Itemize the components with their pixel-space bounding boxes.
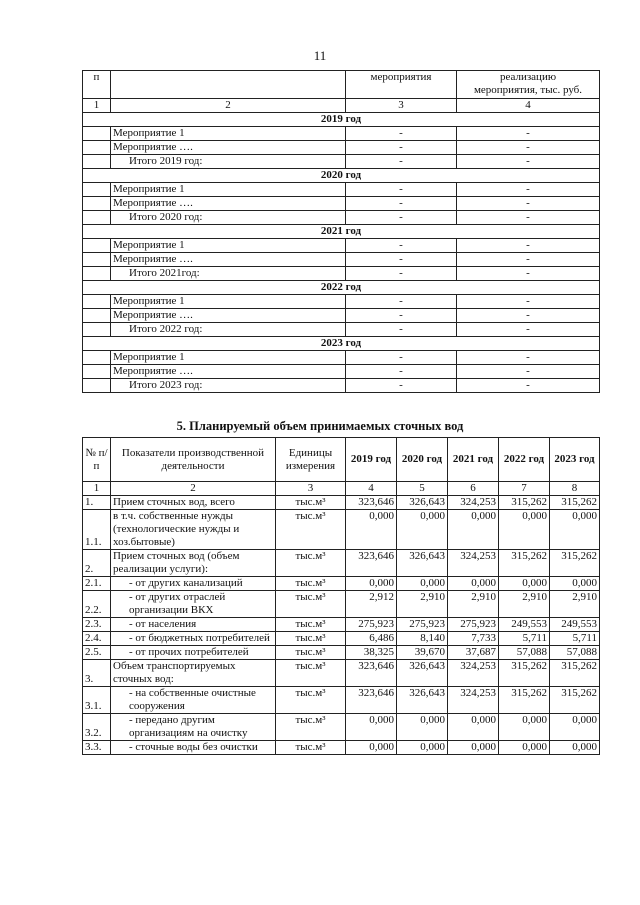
volume-row: [83, 687, 600, 714]
row-value: 326,643: [397, 660, 448, 687]
measure-row: [83, 141, 600, 155]
row-value: 0,000: [397, 741, 448, 755]
measure-value-4: -: [457, 127, 600, 141]
measure-name: Итого 2021год:: [111, 267, 346, 281]
row-value: 2,912: [346, 591, 397, 618]
numbering-cell: 7: [499, 482, 550, 496]
measure-value-3: -: [346, 267, 457, 281]
row-value: 0,000: [499, 741, 550, 755]
measure-value-3: -: [346, 379, 457, 393]
measure-row: [83, 239, 600, 253]
row-num: 2.4.: [83, 632, 111, 646]
row-value: 57,088: [550, 646, 600, 660]
measure-num: [83, 365, 111, 379]
header-col4: [457, 71, 600, 99]
row-value: 315,262: [550, 550, 600, 577]
numbering-cell: 2: [111, 99, 346, 113]
row-value: 0,000: [397, 577, 448, 591]
measure-value-4: -: [457, 323, 600, 337]
row-value: 0,000: [550, 714, 600, 741]
wastewater-volume-table: [82, 437, 600, 755]
volume-row: [83, 577, 600, 591]
measure-value-4: -: [457, 309, 600, 323]
row-value: 315,262: [550, 660, 600, 687]
row-num: 3.3.: [83, 741, 111, 755]
row-value: 326,643: [397, 496, 448, 510]
header-2023: 2023 год: [550, 438, 600, 482]
header-2022: 2022 год: [499, 438, 550, 482]
measures-header-row: [83, 71, 600, 99]
row-num: 2.1.: [83, 577, 111, 591]
measure-row: [83, 211, 600, 225]
numbering-cell: 8: [550, 482, 600, 496]
measure-value-4: -: [457, 267, 600, 281]
measure-value-4: -: [457, 211, 600, 225]
year-heading-row: [83, 113, 600, 127]
measure-name: Мероприятие 1: [111, 127, 346, 141]
year-heading-row: [83, 281, 600, 295]
measure-value-3: -: [346, 239, 457, 253]
measure-value-4: -: [457, 197, 600, 211]
measure-name: Итого 2019 год:: [111, 155, 346, 169]
measure-value-4: -: [457, 183, 600, 197]
row-value: 249,553: [550, 618, 600, 632]
measure-row: [83, 351, 600, 365]
row-value: 323,646: [346, 687, 397, 714]
row-value: 0,000: [448, 510, 499, 550]
row-unit: тыс.м³: [276, 550, 346, 577]
row-num: 3.1.: [83, 687, 111, 714]
header-col4-line2: мероприятия, тыс. руб.: [473, 84, 583, 96]
row-value: 323,646: [346, 496, 397, 510]
volume-row: [83, 632, 600, 646]
row-num: 1.1.: [83, 510, 111, 550]
row-value: 324,253: [448, 550, 499, 577]
row-indicator: Прием сточных вод (объем реализации услуги):: [111, 550, 276, 577]
row-value: 315,262: [499, 496, 550, 510]
measure-value-4: -: [457, 239, 600, 253]
row-value: 2,910: [448, 591, 499, 618]
row-num: 2.2.: [83, 591, 111, 618]
row-indicator: в т.ч. собственные нужды (технологические нужды и хоз.бытовые): [111, 510, 276, 550]
volume-row: [83, 550, 600, 577]
row-value: 6,486: [346, 632, 397, 646]
year-heading: 2023 год: [83, 337, 600, 351]
volume-row: [83, 618, 600, 632]
measure-row: [83, 253, 600, 267]
measure-row: [83, 197, 600, 211]
measure-row: [83, 309, 600, 323]
header-col4-line1: реализацию: [499, 71, 557, 83]
row-unit: тыс.м³: [276, 591, 346, 618]
volume-row: [83, 660, 600, 687]
row-value: 326,643: [397, 550, 448, 577]
measure-name: Мероприятие ….: [111, 141, 346, 155]
row-value: 0,000: [346, 714, 397, 741]
volume-row: [83, 591, 600, 618]
row-unit: тыс.м³: [276, 632, 346, 646]
row-value: 275,923: [346, 618, 397, 632]
measure-name: Мероприятие 1: [111, 183, 346, 197]
measure-name: Мероприятие 1: [111, 295, 346, 309]
volume-row: [83, 646, 600, 660]
row-value: 0,000: [397, 510, 448, 550]
measure-num: [83, 183, 111, 197]
row-value: 8,140: [397, 632, 448, 646]
measure-value-3: -: [346, 295, 457, 309]
row-unit: тыс.м³: [276, 618, 346, 632]
measure-row: [83, 379, 600, 393]
year-heading-row: [83, 169, 600, 183]
row-unit: тыс.м³: [276, 577, 346, 591]
volume-header-row: [83, 438, 600, 482]
header-2021: 2021 год: [448, 438, 499, 482]
row-indicator: - сточные воды без очистки: [111, 741, 276, 755]
volume-row: [83, 496, 600, 510]
row-value: 0,000: [499, 577, 550, 591]
row-num: 2.3.: [83, 618, 111, 632]
row-unit: тыс.м³: [276, 687, 346, 714]
measure-row: [83, 155, 600, 169]
row-value: 2,910: [499, 591, 550, 618]
header-unit: Единицы измерения: [276, 438, 346, 482]
row-value: 275,923: [448, 618, 499, 632]
measure-name: Мероприятие ….: [111, 197, 346, 211]
row-indicator: - от других отраслей организации ВКХ: [111, 591, 276, 618]
measure-num: [83, 253, 111, 267]
measure-num: [83, 323, 111, 337]
year-heading: 2022 год: [83, 281, 600, 295]
row-value: 0,000: [346, 510, 397, 550]
measure-row: [83, 183, 600, 197]
row-unit: тыс.м³: [276, 660, 346, 687]
volume-numbering-row: [83, 482, 600, 496]
row-value: 315,262: [499, 660, 550, 687]
section-title: 5. Планируемый объем принимаемых сточных вод: [176, 419, 464, 433]
row-value: 0,000: [448, 714, 499, 741]
row-value: 2,910: [550, 591, 600, 618]
measure-num: [83, 351, 111, 365]
measure-value-3: -: [346, 365, 457, 379]
measure-value-4: -: [457, 155, 600, 169]
numbering-cell: 4: [346, 482, 397, 496]
row-value: 0,000: [550, 577, 600, 591]
measure-value-4: -: [457, 379, 600, 393]
numbering-cell: 4: [457, 99, 600, 113]
measure-row: [83, 295, 600, 309]
measure-num: [83, 379, 111, 393]
row-value: 0,000: [550, 741, 600, 755]
row-unit: тыс.м³: [276, 496, 346, 510]
measure-value-4: -: [457, 253, 600, 267]
row-indicator: - от других канализаций: [111, 577, 276, 591]
measure-row: [83, 127, 600, 141]
measure-value-4: -: [457, 141, 600, 155]
measure-num: [83, 295, 111, 309]
measure-num: [83, 127, 111, 141]
row-value: 39,670: [397, 646, 448, 660]
row-value: 315,262: [499, 550, 550, 577]
measure-name: Итого 2023 год:: [111, 379, 346, 393]
row-unit: тыс.м³: [276, 646, 346, 660]
row-value: 315,262: [550, 687, 600, 714]
measure-num: [83, 211, 111, 225]
row-value: 315,262: [550, 496, 600, 510]
row-value: 315,262: [499, 687, 550, 714]
measure-num: [83, 141, 111, 155]
numbering-cell: 1: [83, 482, 111, 496]
row-value: 323,646: [346, 550, 397, 577]
measure-name: Итого 2022 год:: [111, 323, 346, 337]
row-unit: тыс.м³: [276, 714, 346, 741]
header-2019: 2019 год: [346, 438, 397, 482]
measure-row: [83, 267, 600, 281]
row-num: 1.: [83, 496, 111, 510]
row-value: 2,910: [397, 591, 448, 618]
numbering-cell: 2: [111, 482, 276, 496]
row-value: 249,553: [499, 618, 550, 632]
row-num: 2.: [83, 550, 111, 577]
numbering-cell: 6: [448, 482, 499, 496]
measure-name: Итого 2020 год:: [111, 211, 346, 225]
measure-name: Мероприятие ….: [111, 253, 346, 267]
row-value: 323,646: [346, 660, 397, 687]
measure-value-3: -: [346, 351, 457, 365]
year-heading: 2020 год: [83, 169, 600, 183]
row-num: 2.5.: [83, 646, 111, 660]
row-value: 324,253: [448, 687, 499, 714]
measure-value-4: -: [457, 295, 600, 309]
row-indicator: - передано другим организациям на очистку: [111, 714, 276, 741]
row-value: 0,000: [499, 714, 550, 741]
measure-value-4: -: [457, 365, 600, 379]
measure-num: [83, 239, 111, 253]
row-value: 324,253: [448, 496, 499, 510]
numbering-cell: 1: [83, 99, 111, 113]
row-unit: тыс.м³: [276, 741, 346, 755]
volume-row: [83, 714, 600, 741]
measure-value-3: -: [346, 141, 457, 155]
measure-value-3: -: [346, 253, 457, 267]
header-col3: мероприятия: [346, 71, 457, 99]
year-heading: 2021 год: [83, 225, 600, 239]
row-value: 324,253: [448, 660, 499, 687]
year-heading-row: [83, 225, 600, 239]
row-indicator: - от бюджетных потребителей: [111, 632, 276, 646]
measure-name: Мероприятие 1: [111, 351, 346, 365]
measure-value-3: -: [346, 197, 457, 211]
row-num: 3.: [83, 660, 111, 687]
measures-table: [82, 70, 600, 393]
measure-name: Мероприятие ….: [111, 309, 346, 323]
row-value: 5,711: [550, 632, 600, 646]
measure-value-3: -: [346, 323, 457, 337]
row-value: 7,733: [448, 632, 499, 646]
numbering-cell: 3: [276, 482, 346, 496]
row-indicator: - от населения: [111, 618, 276, 632]
row-num: 3.2.: [83, 714, 111, 741]
row-indicator: - на собственные очистные сооружения: [111, 687, 276, 714]
measure-num: [83, 267, 111, 281]
measure-name: Мероприятие 1: [111, 239, 346, 253]
header-2020: 2020 год: [397, 438, 448, 482]
row-indicator: Прием сточных вод, всего: [111, 496, 276, 510]
measure-row: [83, 365, 600, 379]
row-value: 326,643: [397, 687, 448, 714]
row-value: 57,088: [499, 646, 550, 660]
row-value: 0,000: [346, 577, 397, 591]
row-value: 0,000: [397, 714, 448, 741]
numbering-cell: 5: [397, 482, 448, 496]
measure-num: [83, 309, 111, 323]
numbering-cell: 3: [346, 99, 457, 113]
row-value: 5,711: [499, 632, 550, 646]
row-value: 37,687: [448, 646, 499, 660]
row-value: 275,923: [397, 618, 448, 632]
measure-value-3: -: [346, 155, 457, 169]
measure-value-3: -: [346, 309, 457, 323]
measure-row: [83, 323, 600, 337]
page-number: 11: [313, 48, 327, 63]
year-heading: 2019 год: [83, 113, 600, 127]
row-value: 0,000: [499, 510, 550, 550]
measure-num: [83, 197, 111, 211]
row-unit: тыс.м³: [276, 510, 346, 550]
volume-row: [83, 741, 600, 755]
row-value: 0,000: [346, 741, 397, 755]
header-col2: [111, 71, 346, 99]
header-col1: п: [83, 71, 111, 99]
volume-row: [83, 510, 600, 550]
measures-numbering-row: [83, 99, 600, 113]
row-value: 0,000: [448, 577, 499, 591]
row-indicator: - от прочих потребителей: [111, 646, 276, 660]
header-indicator: Показатели производственной деятельности: [111, 438, 276, 482]
row-value: 0,000: [448, 741, 499, 755]
row-value: 0,000: [550, 510, 600, 550]
measure-value-4: -: [457, 351, 600, 365]
measure-value-3: -: [346, 183, 457, 197]
row-indicator: Объем транспортируемых сточных вод:: [111, 660, 276, 687]
measure-value-3: -: [346, 127, 457, 141]
header-num: № п/п: [83, 438, 111, 482]
row-value: 38,325: [346, 646, 397, 660]
year-heading-row: [83, 337, 600, 351]
measure-num: [83, 155, 111, 169]
measure-value-3: -: [346, 211, 457, 225]
measure-name: Мероприятие ….: [111, 365, 346, 379]
